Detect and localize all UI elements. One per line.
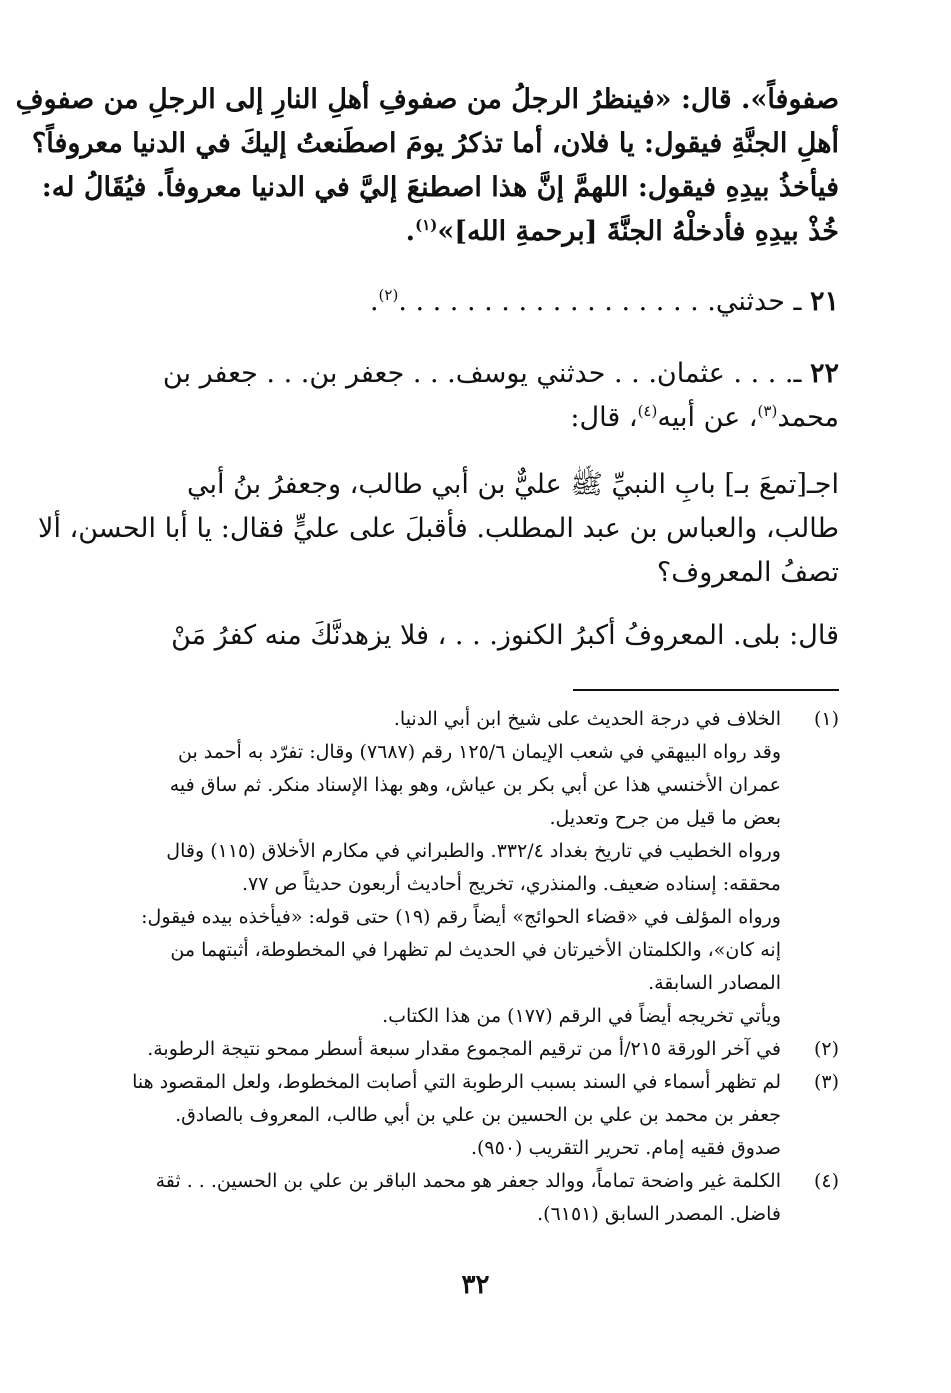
footnote-body — [109, 1165, 781, 1231]
text-run: . — [405, 216, 416, 247]
entry-end: . — [369, 286, 379, 317]
text-run: خُذْ بيدِهِ فأدخلْهُ الجنَّةَ [برحمةِ الله]» — [437, 216, 839, 247]
footnote-line: ورواه الخطيب في تاريخ بغداد ٣٣٢/٤. والطبراني في مكارم الأخلاق (١١٥) وقال — [166, 840, 781, 862]
footnote-line: الكلمة غير واضحة تماماً، ووالد جعفر هو محمد الباقر بن علي بن الحسين. . . ثقة — [155, 1170, 781, 1192]
entry-number: ٢٢ — [809, 358, 839, 389]
footnote-line: في آخر الورقة ٢١٥/أ من ترقيم المجموع مقدار سبعة أسطر ممحو نتيجة الرطوبة. — [147, 1038, 781, 1060]
footnote-label: (٤) — [813, 1170, 839, 1192]
footnote-line: بعض ما قيل من جرح وتعديل. — [549, 807, 781, 829]
entry-text: ـ حدثني. . . . . . . . . . . . . . . . . . . — [398, 286, 802, 317]
footnote-body — [109, 703, 781, 1033]
footnote-line: ورواه المؤلف في «قضاء الحوائج» أيضاً رقم (١٩) حتى قوله: «فيأخذه بيده فيقول: — [141, 906, 781, 928]
entry-21 — [109, 280, 839, 324]
text-line: تصفُ المعروف؟ — [656, 557, 839, 588]
footnote-ref: (٣) — [757, 402, 778, 420]
text-line-last — [109, 210, 839, 254]
footnote-1 — [109, 703, 839, 1033]
footnote-2 — [109, 1033, 839, 1066]
page-number: ٣٢ — [461, 1270, 490, 1300]
footnotes — [109, 703, 839, 1231]
footnote-line: الخلاف في درجة الحديث على شيخ ابن أبي الدنيا. — [393, 708, 781, 730]
hadith-paragraph-1 — [15, 78, 839, 254]
footnote-line: إنه كان»، والكلمتان الأخيرتان في الحديث لم تظهرا في المخطوطة، أثبتهما من — [170, 939, 781, 961]
footnote-3 — [109, 1066, 839, 1165]
footnote-separator — [573, 689, 839, 691]
footnote-line: لم تظهر أسماء في السند بسبب الرطوبة التي أصابت المخطوط، ولعل المقصود هنا — [132, 1071, 781, 1093]
footnote-line: محققه: إسناده ضعيف. والمنذري، تخريج أحاديث أربعون حديثاً ص ٧٧. — [241, 873, 781, 895]
narration-paragraph — [38, 463, 839, 595]
footnote-line: وقد رواه البيهقي في شعب الإيمان ١٢٥/٦ رقم (٧٦٨٧) وقال: تفرّد به أحمد بن — [178, 741, 781, 763]
entry-line — [109, 396, 839, 440]
footnote-body — [109, 1033, 781, 1066]
footnote-4 — [109, 1165, 839, 1231]
footnote-ref: (١) — [415, 216, 438, 234]
footnote-ref: (٢) — [378, 286, 399, 304]
footnote-label: (٣) — [813, 1071, 839, 1093]
footnote-body — [109, 1066, 781, 1165]
footnote-line: صدوق فقيه إمام. تحرير التقريب (٩٥٠). — [470, 1137, 781, 1159]
footnote-label: (٢) — [813, 1038, 839, 1060]
footnote-label: (١) — [813, 708, 839, 730]
text-line: أهلِ الجنَّةِ فيقول: يا فلان، أما تذكرُ يومَ اصطَنعتُ إليكَ في الدنيا معروفاً؟ — [31, 128, 839, 159]
entry-text: ـ. . . . عثمان. . . حدثني يوسف. . . جعفر بن. . . جعفر بن — [162, 358, 802, 389]
entry-number: ٢١ — [809, 286, 839, 317]
text-run: محمد — [777, 402, 839, 433]
text-line: صفوفاً». قال: «فينظرُ الرجلُ من صفوفِ أهلِ النارِ إلى الرجلِ من صفوفِ — [15, 84, 839, 115]
text-run: ، عن أبيه — [657, 402, 758, 433]
narration-paragraph-continued — [109, 614, 839, 658]
footnote-line: المصادر السابقة. — [648, 972, 781, 994]
entry-22 — [109, 352, 839, 440]
footnote-line: ويأتي تخريجه أيضاً في الرقم (١٧٧) من هذا الكتاب. — [382, 1005, 781, 1027]
text-line: فيأخذُ بيدِهِ فيقول: اللهمَّ إنَّ هذا اصطنعَ إليَّ في الدنيا معروفاً. فيُقَالُ له: — [41, 172, 839, 203]
footnote-line: فاضل. المصدر السابق (٦١٥١). — [537, 1203, 781, 1225]
text-line: اجـ[تمعَ بـ] بابِ النبيِّ ﷺ عليٌّ بن أبي طالب، وجعفرُ بنُ أبي — [186, 469, 839, 500]
entry-line — [109, 280, 839, 324]
entry-line — [109, 352, 839, 396]
footnote-ref: (٤) — [637, 402, 658, 420]
footnote-line: جعفر بن محمد بن علي بن الحسين بن علي بن أبي طالب، المعروف بالصادق. — [175, 1104, 781, 1126]
text-line: قال: بلى. المعروفُ أكبرُ الكنوز. . . ، فلا يزهدنَّكَ منه كفرُ مَنْ — [171, 620, 839, 651]
text-line: طالب، والعباس بن عبد المطلب. فأقبلَ على عليٍّ فقال: يا أبا الحسن، ألا — [38, 513, 839, 544]
footnote-line: عمران الأخنسي هذا عن أبي بكر بن عياش، وهو بهذا الإسناد منكر. ثم ساق فيه — [169, 774, 781, 796]
text-run: ، قال: — [570, 402, 638, 433]
